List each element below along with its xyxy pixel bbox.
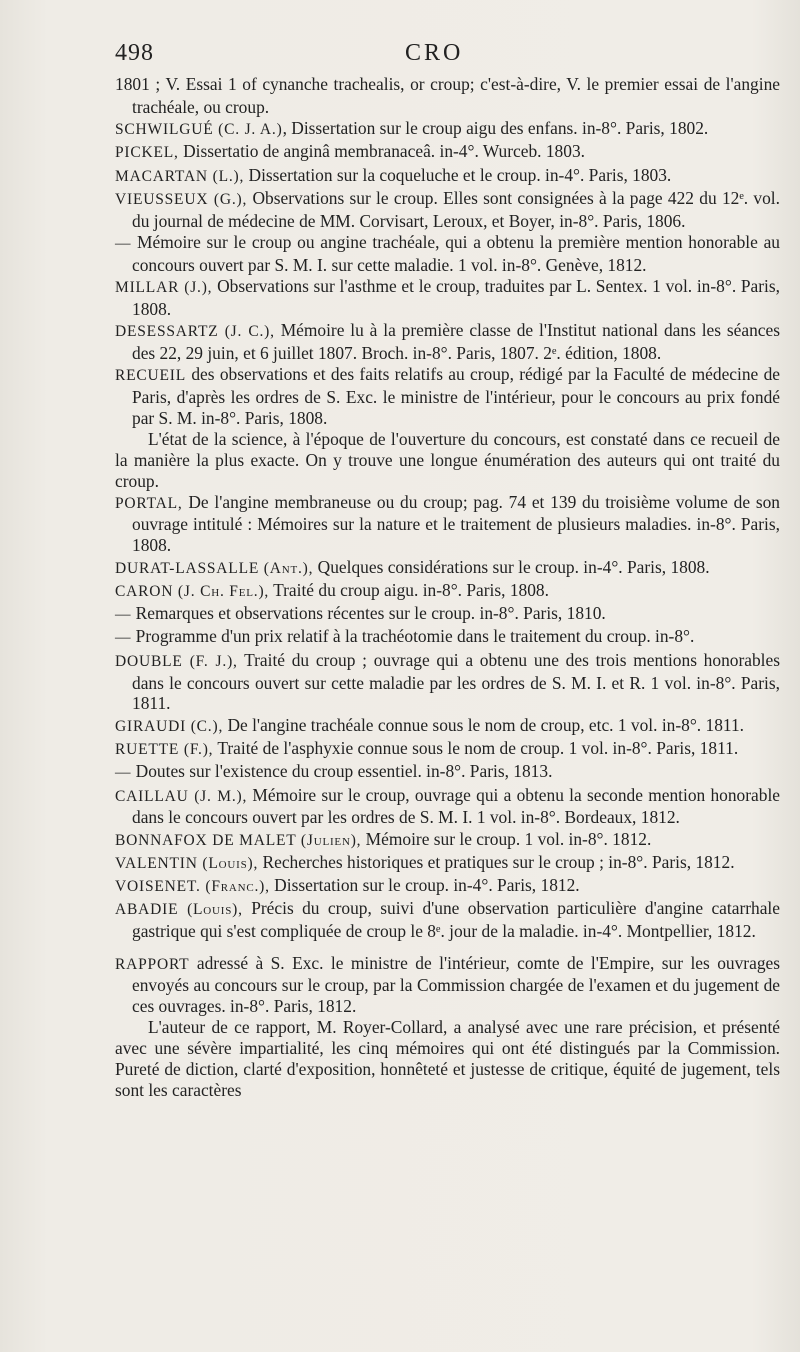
entry-text: Observations sur l'asthme et le croup, traduites par L. Sentex. 1 vol. in-8°. Paris, 1808.	[132, 276, 780, 319]
page-number: 498	[115, 40, 154, 66]
entry-text: De l'angine trachéale connue sous le nom de croup, etc. 1 vol. in-8°. 1811.	[223, 714, 744, 735]
entry-author: DESESSARTZ (J. C.),	[115, 323, 275, 341]
bibliography-entry	[115, 603, 780, 626]
bibliography-entry	[115, 364, 780, 428]
page-header	[115, 40, 780, 74]
entry-text: Mémoire lu à la première classe de l'Institut national dans les séances des 22, 29 juin, et 6 juillet 1807. Broch. in-8°. Paris, 1807. 2ᵉ. édition, 1808.	[132, 320, 780, 364]
entry-text: 1801 ; V. Essai 1 of cynanche trachealis, or croup; c'est-à-dire, V. le premier essai de l'angine trachéale, ou croup.	[115, 74, 780, 117]
section-gap	[115, 943, 780, 953]
bibliography-entry-rapport	[115, 953, 780, 1017]
entry-author: DOUBLE (F. J.),	[115, 652, 238, 670]
running-head: CRO	[405, 40, 464, 66]
bibliography-entry	[115, 188, 780, 232]
entry-text: Traité de l'asphyxie connue sous le nom de croup. 1 vol. in-8°. Paris, 1811.	[213, 737, 739, 758]
entry-author: —	[115, 629, 132, 647]
entry-author: DURAT-LASSALLE (Ant.),	[115, 559, 314, 577]
entry-author: VOISENET. (Franc.),	[115, 878, 270, 896]
bibliography-entry	[115, 829, 780, 852]
entry-author: ABADIE (Louis),	[115, 901, 243, 919]
bibliography-entry	[115, 875, 780, 898]
entry-text: adressé à S. Exc. le ministre de l'intérieur, comte de l'Empire, sur les ouvrages envoyés au concours sur le croup, par la Commission chargée de l'examen et du jugement de ces ouvrages. in-8°. Paris, 1812.	[132, 952, 780, 1017]
bibliography-entry	[115, 580, 780, 603]
entry-author: PICKEL,	[115, 144, 179, 162]
bibliography-entry	[115, 118, 780, 141]
entry-text: , Dissertation sur le croup aigu des enfans. in-8°. Paris, 1802.	[282, 118, 709, 139]
bibliography-entry	[115, 738, 780, 761]
entry-author: MILLAR (J.),	[115, 279, 213, 297]
entry-text: Observations sur le croup. Elles sont consignées à la page 422 du 12ᵉ. vol. du journal de médecine de MM. Corvisart, Leroux, et Boyer, in-8°. Paris, 1806.	[132, 187, 780, 231]
entry-text: Mémoire sur le croup. 1 vol. in-8°. 1812.	[361, 828, 652, 849]
bibliography-entry	[115, 557, 780, 580]
page-body	[115, 74, 780, 1101]
entry-text: Mémoire sur le croup ou angine trachéale, qui a obtenu la première mention honorable au concours ouvert par S. M. I. sur cette maladie. 1 vol. in-8°. Genève, 1812.	[131, 232, 780, 275]
entry-author: CARON (J. Ch. Fel.),	[115, 582, 270, 600]
entry-text: Recherches historiques et pratiques sur le croup ; in-8°. Paris, 1812.	[258, 851, 735, 872]
entry-text: Dissertation sur le croup. in-4°. Paris, 1812.	[269, 875, 580, 896]
bibliography-entry	[115, 165, 780, 188]
entry-text: De l'angine membraneuse ou du croup; pag. 74 et 139 du troisième volume de son ouvrage intitulé : Mémoires sur la nature et le traitement de plusieurs maladies. in-8°. Paris, 1808.	[132, 491, 780, 556]
bibliography-entry	[115, 74, 780, 118]
bibliography-entry	[115, 650, 780, 714]
entry-author: CAILLAU (J. M.),	[115, 787, 248, 805]
commentary-paragraph-2: L'auteur de ce rapport, M. Royer-Collard, a analysé avec une rare précision, et présenté avec une sévère impartialité, les cinq mémoires qui ont été distingués par la Commission. Pureté de diction, clarté d'exposition, honnêteté et justesse de critique, équité de jugement, tels sont les caractères	[115, 1017, 780, 1100]
entry-text: Dissertation sur la coqueluche et le croup. in-4°. Paris, 1803.	[244, 164, 672, 185]
bibliography-entry	[115, 276, 780, 320]
entry-author: RUETTE (F.),	[115, 740, 214, 758]
commentary-paragraph-1: L'état de la science, à l'époque de l'ouverture du concours, est constaté dans ce recueil de la manière la plus exacte. On y trouve une longue énumération des auteurs qui ont traité du croup.	[115, 429, 780, 491]
entry-author: MACARTAN (L.),	[115, 167, 245, 185]
entry-text: Précis du croup, suivi d'une observation particulière d'angine catarrhale gastrique qui s'est compliquée de croup le 8ᵉ. jour de la maladie. in-4°. Montpellier, 1812.	[132, 898, 780, 942]
entry-author: GIRAUDI (C.),	[115, 717, 224, 735]
bibliography-entry	[115, 761, 780, 784]
entry-text: Traité du croup aigu. in-8°. Paris, 1808.	[269, 579, 549, 600]
bibliography-entry	[115, 320, 780, 364]
entry-author: —	[115, 764, 132, 782]
bibliography-entry	[115, 232, 780, 276]
entry-author: —	[115, 606, 132, 624]
entry-author: BONNAFOX DE MALET (Julien),	[115, 831, 362, 849]
entry-text: Remarques et observations récentes sur le croup. in-8°. Paris, 1810.	[131, 603, 606, 624]
entry-text: Doutes sur l'existence du croup essentiel. in-8°. Paris, 1813.	[131, 761, 553, 782]
entry-text: des observations et des faits relatifs au croup, rédigé par la Faculté de médecine de Paris, d'après les ordres de S. Exc. le ministre de l'intérieur, pour le concours au prix fondé par S. M. in-8°. Paris, 1808.	[132, 364, 780, 428]
entry-author: PORTAL,	[115, 494, 183, 512]
bibliography-block-1	[115, 74, 780, 429]
entry-author: VALENTIN (Louis),	[115, 854, 259, 872]
entry-text: Traité du croup ; ouvrage qui a obtenu une des trois mentions honorables dans le concours ouvert sur cette maladie par les ordres de S. M. I. et R. 1 vol. in-8°. Paris, 1811.	[132, 649, 780, 714]
entry-author: —	[115, 235, 132, 253]
bibliography-entry	[115, 715, 780, 738]
entry-text: Mémoire sur le croup, ouvrage qui a obtenu la seconde mention honorable dans le concours ouvert par les ordres de S. M. I. 1 vol. in-8°. Bordeaux, 1812.	[132, 784, 780, 828]
bibliography-entry	[115, 785, 780, 829]
entry-text: Programme d'un prix relatif à la trachéotomie dans le traitement du croup. in-8°.	[131, 626, 695, 647]
entry-author: RECUEIL	[115, 367, 187, 385]
entry-text: Dissertatio de anginâ membranaceâ. in-4°. Wurceb. 1803.	[178, 141, 585, 162]
entry-author: VIEUSSEUX (G.),	[115, 190, 248, 208]
entry-author: RAPPORT	[115, 955, 190, 973]
bibliography-entry	[115, 852, 780, 875]
entry-text: Quelques considérations sur le croup. in-4°. Paris, 1808.	[313, 556, 710, 577]
bibliography-entry	[115, 898, 780, 942]
bibliography-block-2	[115, 492, 780, 942]
bibliography-entry	[115, 141, 780, 164]
entry-author: SCHWILGUÉ (C. J. A.)	[115, 121, 283, 139]
bibliography-entry	[115, 626, 780, 649]
bibliography-entry	[115, 492, 780, 556]
